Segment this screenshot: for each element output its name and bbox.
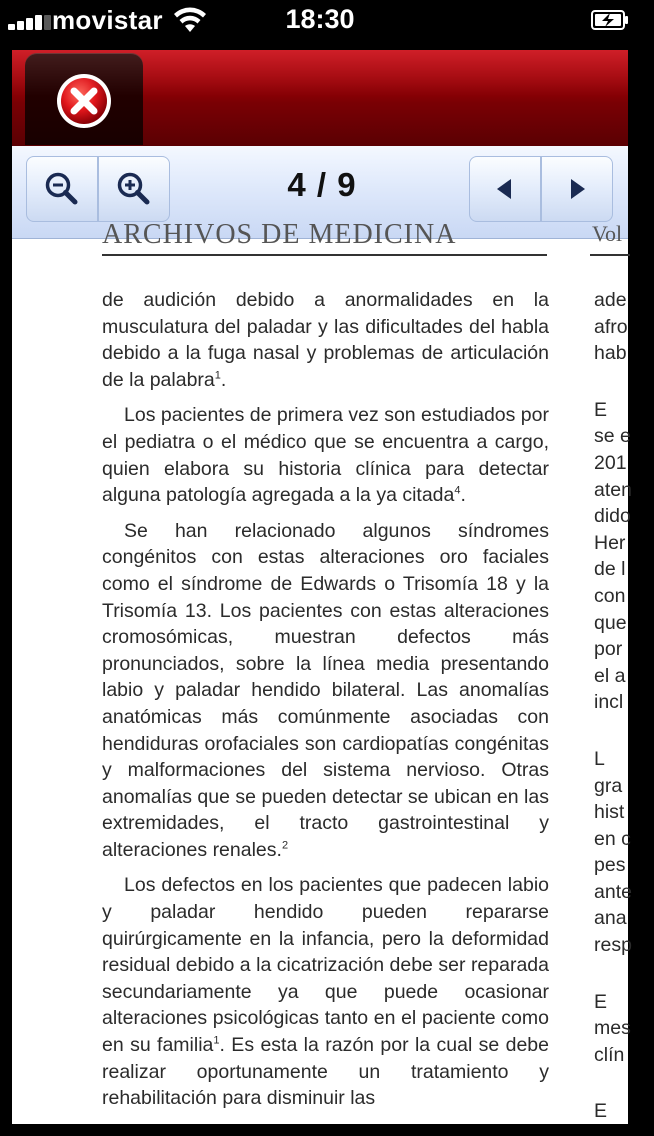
paragraph: Los defectos en los pacientes que padecen labio y paladar hendido pueden repararse quirúrgicamente en la infancia, pero la deformidad residual debido a la cicatrización debe ser reparada secundariamente ya que puede ocasionar alteraciones psicológicas tanto en el paciente como en su familia$^1$. Es esta la razón por la cual se debe realizar oportunamente un tratamiento y rehabilitación para disminuir las	[102, 874, 549, 1110]
column-fragment: de l	[594, 558, 626, 581]
right-text-column	[594, 287, 654, 1125]
header-bar	[12, 50, 628, 146]
column-fragment: aten	[594, 478, 632, 501]
zoom-in-icon	[115, 170, 153, 208]
viewer-frame	[12, 50, 632, 1124]
paragraph: Se han relacionado algunos síndromes congénitos con estas alteraciones oro faciales como el síndrome de Edwards o Trisomía 18 y la Trisomía 13. Los pacientes con estas alteraciones cromosómicas, muestran defectos más pronunciados, sobre la línea media presentando labio y paladar hendido bilateral. Las anomalías anatómicas más comúnmente asociadas con hendiduras orofaciales son cardiopatías congénitas y malformaciones del sistema nervioso. Otras anomalías que se pueden detectar se ubican en las extremidades, el tracto gastrointestinal y alteraciones renales.$^2$	[102, 519, 549, 861]
column-fragment: ante	[594, 880, 632, 903]
zoom-out-button[interactable]	[26, 156, 98, 222]
column-fragment: por	[594, 638, 623, 661]
column-fragment: pes	[594, 854, 626, 877]
column-fragment	[594, 367, 654, 397]
column-fragment: ade	[594, 289, 627, 311]
column-fragment: que	[594, 611, 627, 634]
right-running-head: Vol	[592, 221, 623, 246]
column-fragment	[594, 959, 654, 989]
header-rule	[102, 254, 547, 256]
column-fragment: incl	[594, 691, 624, 714]
close-icon	[55, 72, 113, 130]
column-fragment: en c	[594, 827, 631, 850]
close-button[interactable]	[25, 53, 143, 145]
arrow-right-icon	[564, 176, 590, 202]
running-head: ARCHIVOS DE MEDICINA	[102, 219, 457, 250]
paragraph: Los pacientes de primera vez son estudiados por el pediatra o el médico que se encuentra a cargo, quien elabora su historia clínica para detectar alguna patología agregada a la ya citada$^4$.	[102, 404, 549, 507]
battery-charging-icon	[591, 10, 629, 30]
page-indicator: 4 / 9	[287, 166, 357, 203]
document-viewport[interactable]	[12, 219, 632, 1124]
next-page-button[interactable]	[541, 156, 613, 222]
column-fragment: gra	[594, 774, 623, 797]
column-fragment: dido	[594, 505, 631, 528]
zoom-out-icon	[43, 170, 81, 208]
column-fragment: afro	[594, 315, 628, 338]
paragraph: de audición debido a anormalidades en la musculatura del paladar y las dificultades del habla debido a la fuga nasal y problemas de articulación de la palabra$^1$.	[102, 289, 549, 391]
column-fragment: hab	[594, 342, 627, 365]
main-text-column	[102, 287, 549, 1121]
column-fragment: resp	[594, 934, 632, 957]
right-header-rule	[590, 254, 630, 256]
clock: 18:30	[285, 4, 355, 34]
column-fragment: mes	[594, 1017, 631, 1040]
zoom-in-button[interactable]	[98, 156, 170, 222]
column-fragment: L	[594, 747, 605, 770]
column-fragment: 201	[594, 451, 627, 474]
column-fragment: ana	[594, 907, 627, 930]
status-bar	[0, 0, 640, 40]
arrow-left-icon	[492, 176, 518, 202]
column-fragment: el a	[594, 664, 626, 687]
column-fragment	[594, 1068, 654, 1098]
carrier-name: movistar	[52, 5, 163, 35]
column-fragment: se e	[594, 425, 631, 448]
column-fragment: con	[594, 584, 626, 607]
column-fragment	[594, 716, 654, 746]
column-fragment: Her	[594, 531, 626, 554]
column-fragment: E	[594, 990, 608, 1013]
column-fragment: E	[594, 1100, 608, 1123]
previous-page-button[interactable]	[469, 156, 541, 222]
column-fragment: clín	[594, 1043, 625, 1066]
column-fragment: E	[594, 398, 608, 421]
column-fragment: hist	[594, 801, 625, 824]
